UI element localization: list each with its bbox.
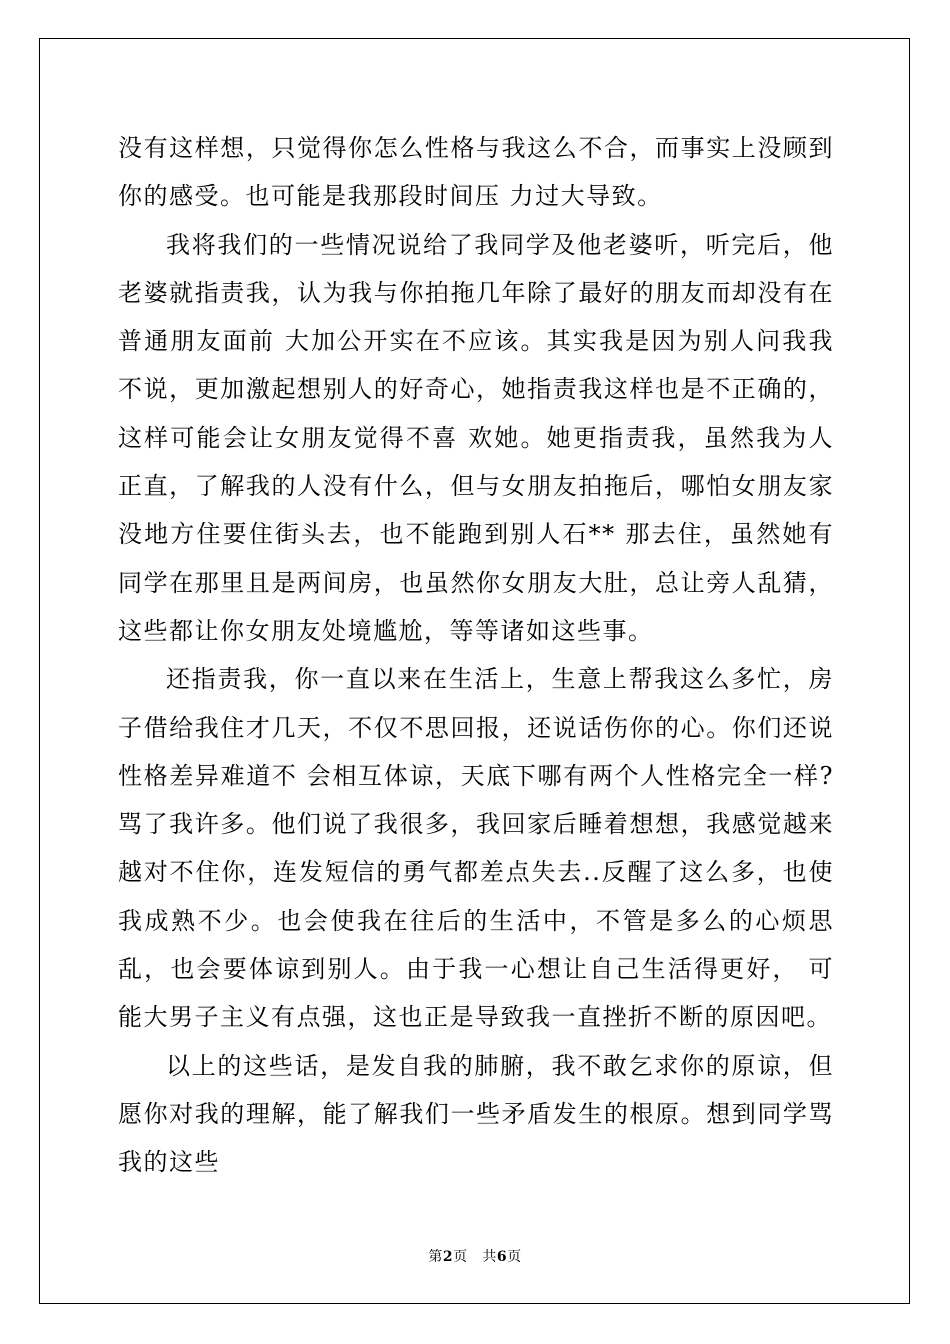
total-pages: 6	[496, 1249, 508, 1265]
paragraph-4: 以上的这些话，是发自我的肺腑，我不敢乞求你的原谅，但愿你对我的理解，能了解我们一些矛盾发生的根原。想到同学骂我的这些	[118, 1051, 834, 1177]
paragraph-3: 还指责我，你一直以来在生活上，生意上帮我这么多忙，房子借给我住才几天，不仅不思回报，还说话伤你的心。你们还说性格差异难道不 会相互体谅，天底下哪有两个人性格完全一样?骂了我许多。他们说了我很多，我回家后睡着想想，我感觉越来越对不住你，连发短信的勇气都差点失去..反醒了这么多，也使我成熟不少。也会使我在往后的生活中，不管是多么的心烦思乱，也会要体谅到别人。由于我一心想让自己生活得更好， 可能大男子主义有点强，这也正是导致我一直挫折不断的原因吧。	[118, 665, 834, 1032]
total-prefix: 共	[482, 1249, 497, 1265]
paragraph-2: 我将我们的一些情况说给了我同学及他老婆听，听完后，他老婆就指责我，认为我与你拍拖几年除了最好的朋友而却没有在普通朋友面前 大加公开实在不应该。其实我是因为别人问我我不说，更加激起想别人的好奇心，她指责我这样也是不正确的，这样可能会让女朋友觉得不喜 欢她。她更指责我，虽然我为人正直，了解我的人没有什么，但与女朋友拍拖后，哪怕女朋友家没地方住要住街头去，也不能跑到别人石** 那去住，虽然她有同学在那里且是两间房，也虽然你女朋友大肚，总让旁人乱猜，这些都让你女朋友处境尴尬，等等诸如这些事。	[118, 230, 834, 645]
page-footer	[0, 1247, 950, 1267]
document-body	[118, 124, 834, 1187]
total-suffix: 页	[507, 1249, 522, 1265]
page-prefix: 第	[428, 1249, 443, 1265]
page-number: 2	[442, 1249, 454, 1265]
page-suffix: 页	[453, 1249, 468, 1265]
paragraph-1: 没有这样想，只觉得你怎么性格与我这么不合，而事实上没顾到你的感受。也可能是我那段时间压 力过大导致。	[118, 134, 834, 211]
